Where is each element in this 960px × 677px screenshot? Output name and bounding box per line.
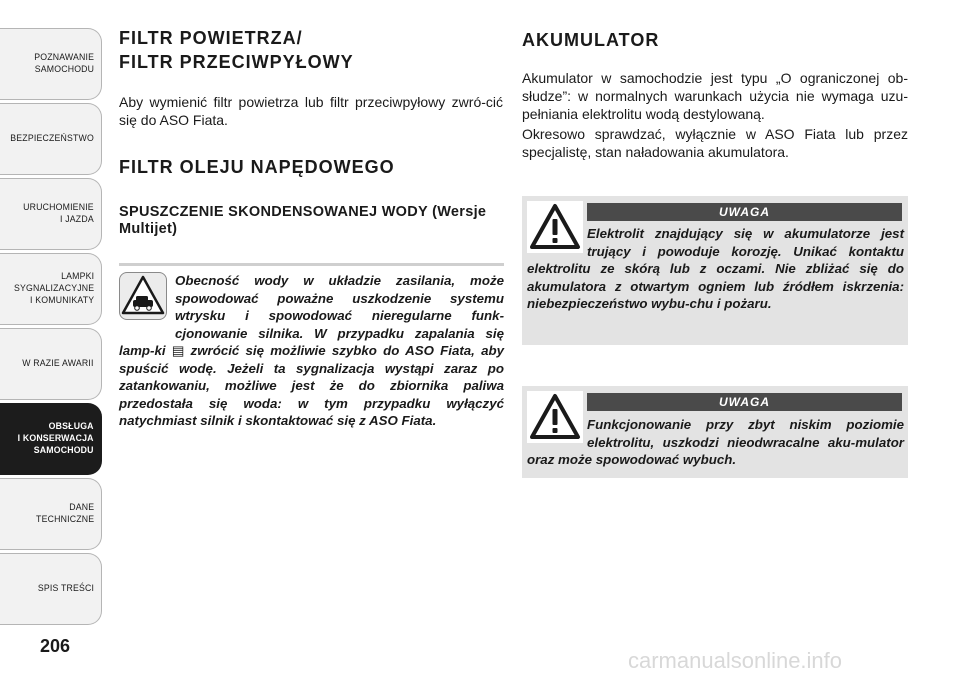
air-filter-title-line2: FILTR PRZECIWPYŁOWY: [119, 52, 354, 72]
water-warning-text: Obecność wody w układzie zasilania, może spowodować poważne uszkodzenie systemu wtrysku i spowodować nieregularne funk-cjonowanie silnika. W przypadku zapalania się lamp-ki ▤ zwrócić się możliwie szybko do ASO Fiata, aby spuścić wodę. Jeżeli ta sygnalizacja wystąpi zaraz po zatankowaniu, możliwe jest że do zbiornika paliwa przedostała się woda: w tym przypadku wyłączyć natychmiast silnik i skontaktować się z ASO Fiata.: [119, 273, 504, 428]
tab-lampki-sygnalizacyjne[interactable]: [0, 253, 102, 325]
tab-bezpieczenstwo[interactable]: [0, 103, 102, 175]
page-number: 206: [40, 636, 71, 656]
low-electrolyte-warning-content: [527, 416, 904, 469]
icon-spacer: [527, 416, 587, 448]
tab-w-razie-awarii[interactable]: [0, 328, 102, 400]
tab-poznawanie-samochodu[interactable]: [0, 28, 102, 100]
tab-spis-tresci[interactable]: [0, 553, 102, 625]
tab-label: SPIS TREŚCI: [37, 583, 94, 594]
tab-obsluga-i-konserwacja[interactable]: [0, 403, 102, 475]
oil-filter-title: FILTR OLEJU NAPĘDOWEGO: [119, 157, 395, 177]
icon-spacer: [527, 225, 587, 257]
electrolyte-warning-content: [527, 225, 904, 313]
warning-top-rule: [119, 263, 504, 266]
tab-dane-techniczne[interactable]: [0, 478, 102, 550]
tab-label: URUCHOMIENIE I JAZDA: [23, 202, 94, 225]
tab-label: BEZPIECZEŃSTWO: [10, 133, 94, 144]
low-electrolyte-warning-text: Funkcjonowanie przy zbyt niskim poziomie elektrolitu, uszkodzi nieodwracalne aku-mulator oraz może spowodować wybuch.: [527, 417, 904, 467]
warning-header: UWAGA: [587, 203, 902, 221]
tab-label: POZNAWANIE SAMOCHODU: [34, 52, 94, 75]
warning-header: UWAGA: [587, 393, 902, 411]
electrolyte-warning-text: Elektrolit znajdujący się w akumulatorze jest trujący i powoduje korozję. Unikać kontaktu elektrolitu ze skórą lub z oczami. Nie zbliżać się do akumulatora z otwartym ogniem lub źródłem iskrzenia: niebezpieczeństwo wybu-chu i pożaru.: [527, 226, 904, 311]
battery-paragraph-1: Akumulator w samochodzie jest typu „O ograniczonej ob-słudze”: w normalnych warunkach użycia nie wymaga uzu-pełniania elektrolitu wodą destylowaną.: [522, 70, 908, 122]
battery-paragraph-2: Okresowo sprawdzać, wyłącznie w ASO Fiata lub przez specjalistę, stan naładowania akumulatora.: [522, 126, 908, 160]
icon-spacer: [119, 272, 175, 332]
battery-title: AKUMULATOR: [522, 30, 660, 50]
water-drain-title: SPUSZCZENIE SKONDENSOWANEJ WODY (Wersje Multijet): [119, 204, 487, 237]
air-filter-title-line1: FILTR POWIETRZA/: [119, 28, 303, 48]
tab-label: DANE TECHNICZNE: [35, 502, 94, 525]
air-filter-text: Aby wymienić filtr powietrza lub filtr przeciwpyłowy zwró-cić się do ASO Fiata.: [119, 94, 503, 128]
water-warning-block: [119, 272, 504, 430]
tab-label: OBSŁUGA I KONSERWACJA SAMOCHODU: [17, 421, 94, 456]
watermark: carmanualsonline.info: [628, 648, 843, 673]
tab-uruchomienie-i-jazda[interactable]: [0, 178, 102, 250]
tab-label: LAMPKI SYGNALIZACYJNE I KOMUNIKATY: [13, 271, 94, 306]
tab-label: W RAZIE AWARII: [22, 358, 94, 369]
